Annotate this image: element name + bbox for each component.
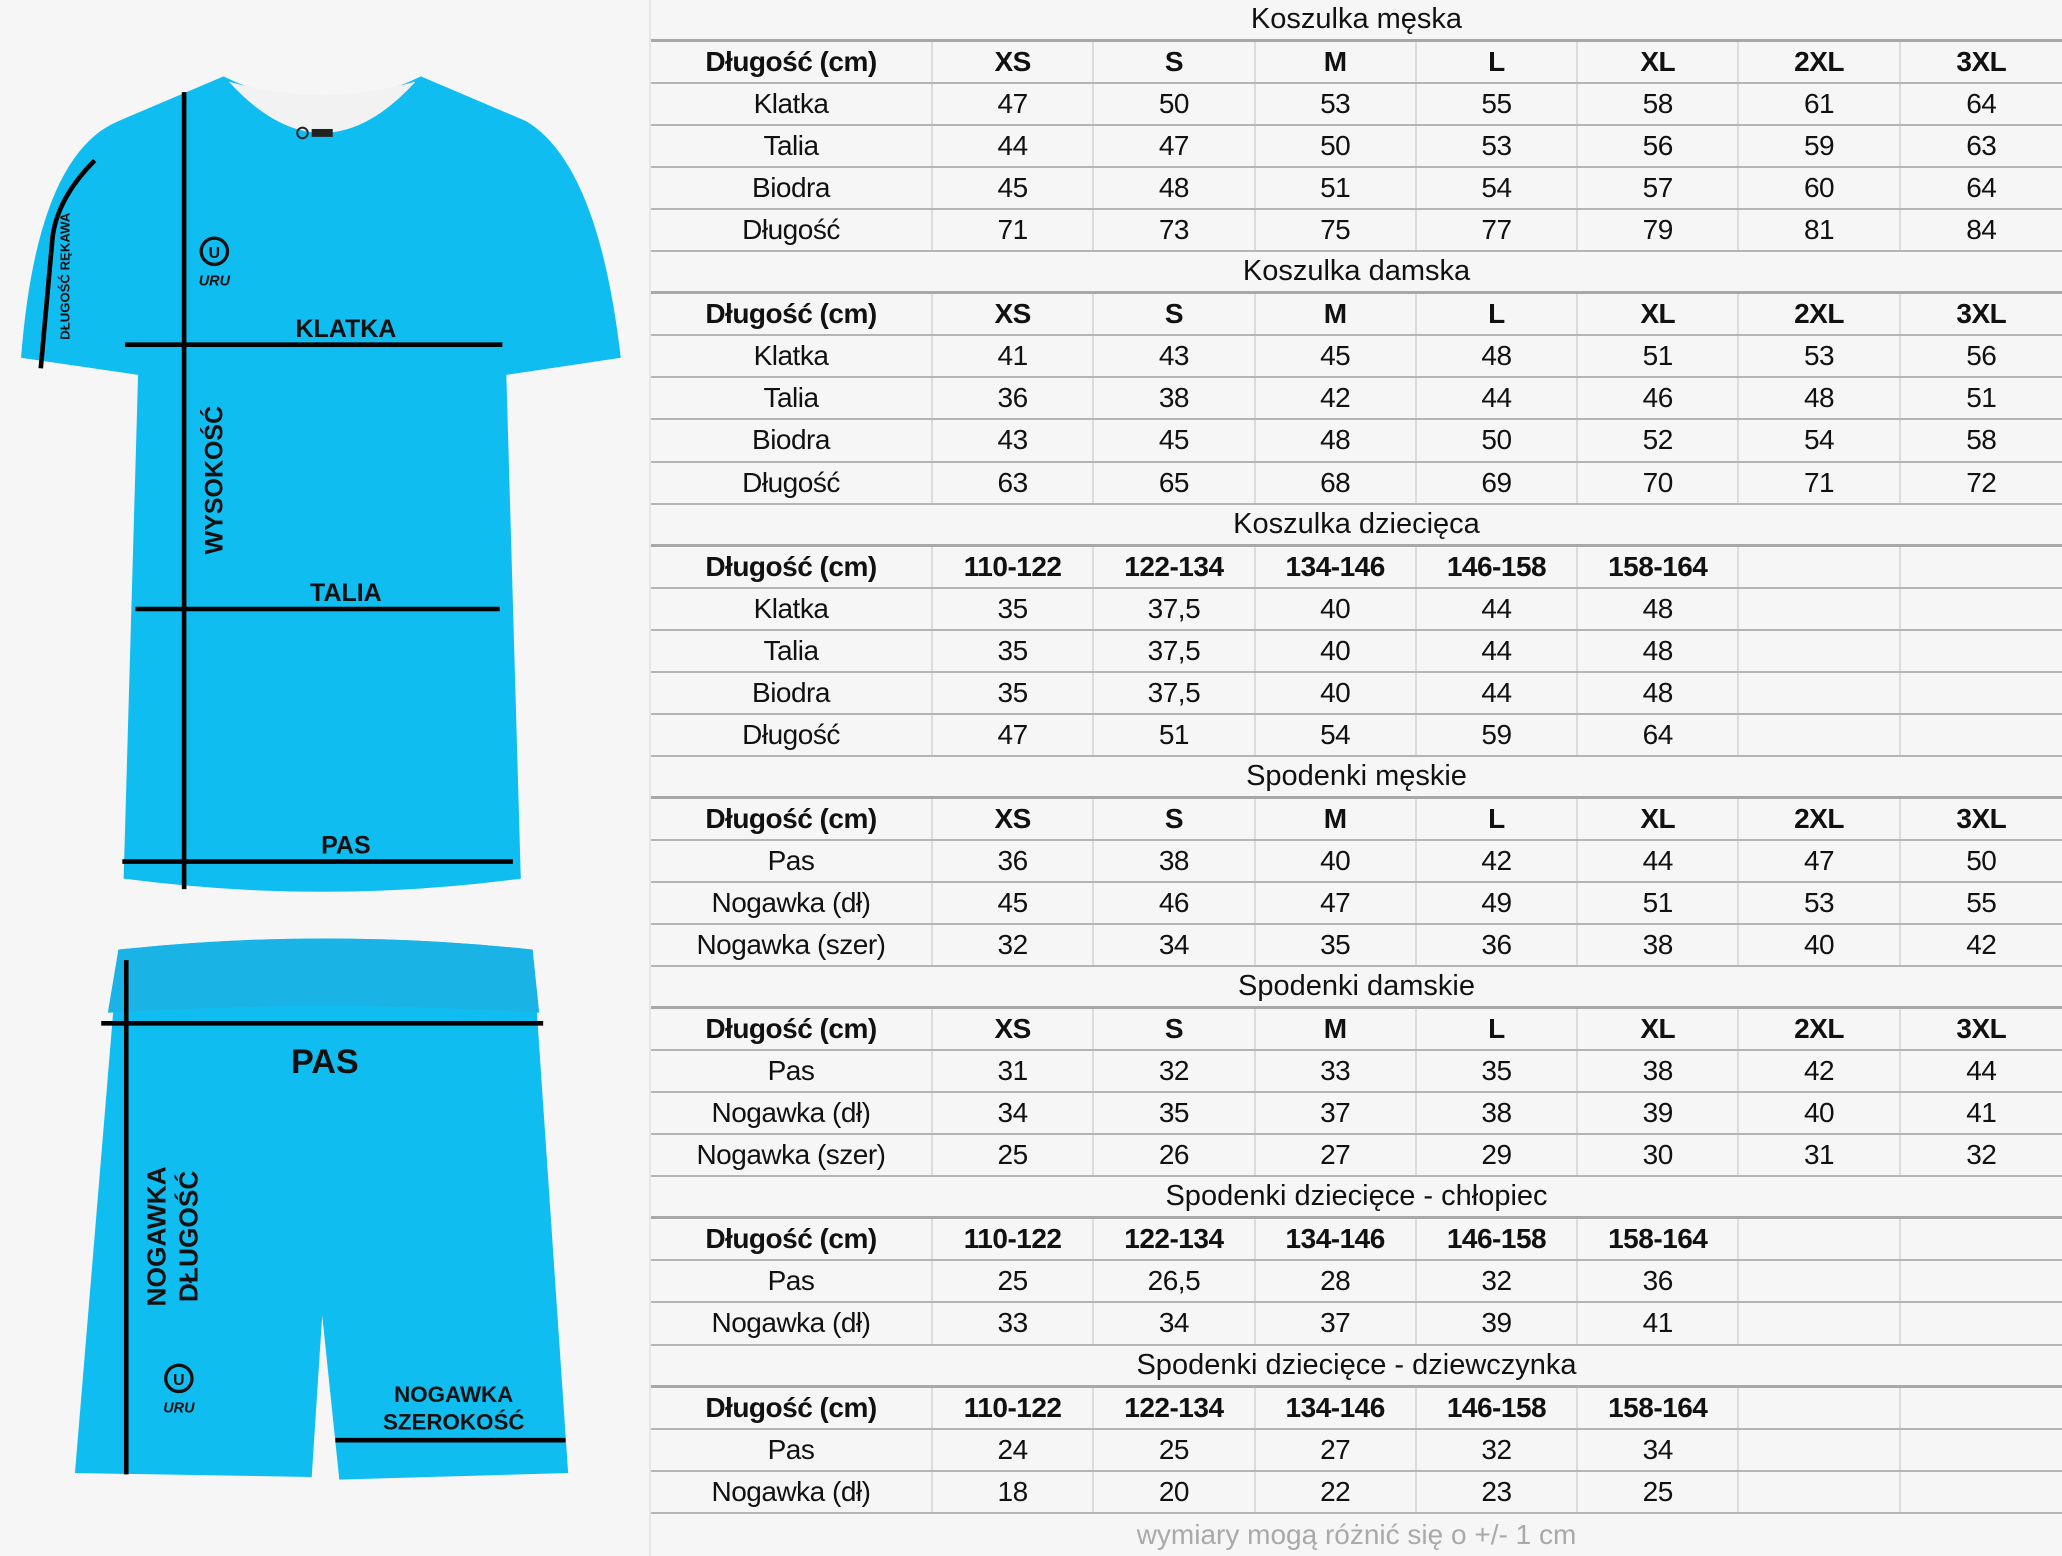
- table-cell: 41: [933, 336, 1094, 376]
- table-cell: 48: [1417, 336, 1578, 376]
- table-cell: 25: [933, 1135, 1094, 1175]
- row-label-header: Długość (cm): [651, 799, 933, 839]
- row-label: Biodra: [651, 168, 933, 208]
- column-header: 158-164: [1578, 1219, 1739, 1259]
- column-header: 2XL: [1739, 799, 1900, 839]
- leg-width-label-2: SZEROKOŚĆ: [382, 1409, 525, 1435]
- table-cell: 50: [1417, 420, 1578, 460]
- column-header: [1901, 1219, 2062, 1259]
- table-cell: 25: [933, 1261, 1094, 1301]
- column-header: 3XL: [1956, 1013, 2007, 1045]
- row-label-header: Długość (cm): [651, 1388, 933, 1428]
- row-label: Nogawka (dł): [651, 1303, 933, 1343]
- table-cell: 38: [1417, 1093, 1578, 1133]
- table-cell: 58: [1966, 424, 1997, 456]
- table-header-row: [651, 1388, 2062, 1430]
- row-label: Biodra: [651, 420, 933, 460]
- table-cell: 44: [1417, 589, 1578, 629]
- column-header: M: [1256, 294, 1417, 334]
- table-cell: 41: [1578, 1303, 1739, 1343]
- table-cell: 56: [1966, 340, 1997, 372]
- table-cell: 43: [1094, 336, 1255, 376]
- leg-length-label-2: DŁUGOŚĆ: [173, 1170, 204, 1303]
- table-row: [651, 84, 2062, 126]
- table-row: [651, 715, 2062, 757]
- size-table-section: [651, 1346, 2062, 1514]
- table-cell: [1901, 1430, 2062, 1470]
- table-cell: 31: [933, 1051, 1094, 1091]
- table-cell: 48: [1094, 168, 1255, 208]
- table-cell: 46: [1094, 883, 1255, 923]
- column-header: 110-122: [933, 547, 1094, 587]
- column-header: L: [1417, 42, 1578, 82]
- table-row: [651, 1135, 2062, 1177]
- table-row: [651, 168, 2062, 210]
- table-row: [651, 210, 2062, 252]
- table-header-row: [651, 294, 2062, 336]
- column-header: XL: [1578, 1009, 1739, 1049]
- column-header: 134-146: [1256, 1219, 1417, 1259]
- sleeve-label: DŁUGOŚĆ RĘKAWA: [57, 212, 73, 340]
- shorts-waist-label: PAS: [290, 1043, 359, 1082]
- table-cell: 69: [1417, 463, 1578, 503]
- column-header: 146-158: [1417, 1219, 1578, 1259]
- table-cell: 64: [1966, 88, 1997, 120]
- table-cell: 47: [1256, 883, 1417, 923]
- table-cell: 55: [1417, 84, 1578, 124]
- column-header: S: [1094, 294, 1255, 334]
- table-cell: [1739, 1430, 1900, 1470]
- column-header: 122-134: [1094, 1388, 1255, 1428]
- table-row: [651, 1093, 2062, 1135]
- table-cell: 72: [1966, 466, 1997, 498]
- table-cell: 35: [1417, 1051, 1578, 1091]
- section-title: Spodenki dziecięce - dziewczynka: [651, 1346, 2062, 1388]
- waist-label: TALIA: [310, 579, 382, 608]
- column-header: M: [1256, 42, 1417, 82]
- shorts-illustration: [75, 938, 568, 1479]
- row-label: Nogawka (szer): [651, 925, 933, 965]
- table-cell: 38: [1578, 1051, 1739, 1091]
- hem-label: PAS: [321, 831, 371, 860]
- table-cell: 36: [933, 841, 1094, 881]
- table-cell: 37,5: [1094, 589, 1255, 629]
- table-row: [651, 841, 2062, 883]
- column-header: 134-146: [1256, 1388, 1417, 1428]
- table-cell: 32: [1094, 1051, 1255, 1091]
- table-cell: 54: [1256, 715, 1417, 755]
- column-header: 122-134: [1094, 1219, 1255, 1259]
- table-row: [651, 673, 2062, 715]
- table-cell: 50: [1094, 84, 1255, 124]
- table-cell: 79: [1578, 210, 1739, 250]
- table-cell: 60: [1739, 168, 1900, 208]
- column-header: XS: [933, 42, 1094, 82]
- table-cell: 52: [1578, 420, 1739, 460]
- table-cell: 51: [1578, 883, 1739, 923]
- column-header: 110-122: [933, 1388, 1094, 1428]
- table-row: [651, 925, 2062, 967]
- column-header: 146-158: [1417, 1388, 1578, 1428]
- column-header: XL: [1578, 42, 1739, 82]
- column-header: 2XL: [1739, 42, 1900, 82]
- section-title: Spodenki męskie: [651, 757, 2062, 799]
- table-cell: 58: [1578, 84, 1739, 124]
- column-header: M: [1256, 1009, 1417, 1049]
- table-cell: 27: [1256, 1430, 1417, 1470]
- table-cell: [1901, 1261, 2062, 1301]
- table-cell: 32: [1966, 1139, 1997, 1171]
- table-cell: 39: [1578, 1093, 1739, 1133]
- row-label: Pas: [651, 1430, 933, 1470]
- table-cell: 45: [933, 168, 1094, 208]
- table-cell: [1901, 631, 2062, 671]
- row-label: Pas: [651, 1051, 933, 1091]
- table-cell: 35: [933, 673, 1094, 713]
- row-label-header: Długość (cm): [651, 1009, 933, 1049]
- table-cell: 38: [1094, 841, 1255, 881]
- row-label: Talia: [651, 631, 933, 671]
- table-cell: 44: [1966, 1055, 1997, 1087]
- table-cell: 36: [1417, 925, 1578, 965]
- table-cell: 53: [1739, 883, 1900, 923]
- table-cell: 45: [933, 883, 1094, 923]
- chest-label: KLATKA: [295, 314, 397, 343]
- table-cell: 44: [933, 126, 1094, 166]
- column-header: 122-134: [1094, 547, 1255, 587]
- table-row: [651, 883, 2062, 925]
- table-row: [651, 420, 2062, 462]
- table-cell: 35: [1094, 1093, 1255, 1133]
- column-header: XS: [933, 294, 1094, 334]
- row-label: Klatka: [651, 84, 933, 124]
- table-cell: 44: [1417, 378, 1578, 418]
- table-cell: 37,5: [1094, 673, 1255, 713]
- column-header: [1901, 547, 2062, 587]
- table-cell: 61: [1739, 84, 1900, 124]
- table-row: [651, 1472, 2062, 1514]
- row-label: Nogawka (dł): [651, 1472, 933, 1512]
- table-cell: 41: [1966, 1097, 1997, 1129]
- table-cell: 42: [1739, 1051, 1900, 1091]
- table-cell: 25: [1094, 1430, 1255, 1470]
- table-cell: 44: [1417, 673, 1578, 713]
- table-cell: 54: [1739, 420, 1900, 460]
- table-row: [651, 1051, 2062, 1093]
- table-cell: 63: [1966, 130, 1997, 162]
- table-cell: 32: [1417, 1430, 1578, 1470]
- table-cell: [1901, 673, 2062, 713]
- table-cell: 45: [1094, 420, 1255, 460]
- leg-width-label-1: NOGAWKA: [394, 1382, 514, 1408]
- column-header: S: [1094, 1009, 1255, 1049]
- shirt-illustration: [21, 76, 621, 891]
- table-cell: 64: [1966, 172, 1997, 204]
- table-cell: 34: [1578, 1430, 1739, 1470]
- section-title: Spodenki damskie: [651, 967, 2062, 1009]
- table-cell: 48: [1578, 631, 1739, 671]
- table-cell: 73: [1094, 210, 1255, 250]
- table-cell: 51: [1578, 336, 1739, 376]
- svg-text:U: U: [173, 1371, 185, 1389]
- table-cell: 39: [1417, 1303, 1578, 1343]
- table-cell: [1901, 1472, 2062, 1512]
- table-cell: 46: [1578, 378, 1739, 418]
- table-cell: [1739, 1303, 1900, 1343]
- table-cell: 25: [1578, 1472, 1739, 1512]
- tolerance-note: wymiary mogą różnić się o +/- 1 cm: [1136, 1518, 1577, 1550]
- table-cell: 55: [1966, 887, 1997, 918]
- table-row: [651, 463, 2062, 505]
- column-header: 158-164: [1578, 1388, 1739, 1428]
- table-cell: 37: [1256, 1093, 1417, 1133]
- table-cell: 68: [1256, 463, 1417, 503]
- column-header: 3XL: [1956, 46, 2007, 78]
- garment-diagram: [0, 0, 651, 1556]
- table-cell: 40: [1256, 841, 1417, 881]
- table-cell: 84: [1966, 214, 1997, 246]
- table-cell: 34: [933, 1093, 1094, 1133]
- row-label: Talia: [651, 378, 933, 418]
- garment-diagram-panel: [0, 0, 651, 1556]
- table-cell: 31: [1739, 1135, 1900, 1175]
- column-header: 2XL: [1739, 1009, 1900, 1049]
- table-cell: 37,5: [1094, 631, 1255, 671]
- table-cell: 40: [1739, 1093, 1900, 1133]
- section-title: Koszulka męska: [651, 0, 2062, 42]
- table-cell: 37: [1256, 1303, 1417, 1343]
- table-cell: 53: [1256, 84, 1417, 124]
- table-cell: 59: [1739, 126, 1900, 166]
- table-cell: 35: [933, 589, 1094, 629]
- table-cell: 71: [1739, 463, 1900, 503]
- table-cell: 81: [1739, 210, 1900, 250]
- column-header: XS: [933, 799, 1094, 839]
- row-label-header: Długość (cm): [651, 42, 933, 82]
- table-cell: 48: [1256, 420, 1417, 460]
- table-cell: [1739, 589, 1900, 629]
- table-row: [651, 631, 2062, 673]
- table-cell: 57: [1578, 168, 1739, 208]
- column-header: XS: [933, 1009, 1094, 1049]
- column-header: XL: [1578, 799, 1739, 839]
- table-cell: 77: [1417, 210, 1578, 250]
- column-header: L: [1417, 799, 1578, 839]
- row-label: Talia: [651, 126, 933, 166]
- table-cell: 26: [1094, 1135, 1255, 1175]
- table-cell: 48: [1578, 589, 1739, 629]
- table-cell: 42: [1256, 378, 1417, 418]
- size-tables: [651, 0, 2062, 1556]
- table-cell: 75: [1256, 210, 1417, 250]
- row-label: Pas: [651, 1261, 933, 1301]
- table-cell: 51: [1094, 715, 1255, 755]
- table-cell: 54: [1417, 168, 1578, 208]
- column-header: 134-146: [1256, 547, 1417, 587]
- table-cell: [1739, 1472, 1900, 1512]
- table-cell: 63: [933, 463, 1094, 503]
- svg-text:URU: URU: [163, 1400, 195, 1417]
- table-cell: 59: [1417, 715, 1578, 755]
- table-cell: 48: [1578, 673, 1739, 713]
- table-header-row: [651, 42, 2062, 84]
- table-cell: 38: [1094, 378, 1255, 418]
- column-header: XL: [1578, 294, 1739, 334]
- table-cell: 65: [1094, 463, 1255, 503]
- table-cell: 34: [1094, 1303, 1255, 1343]
- size-table-section: [651, 967, 2062, 1177]
- row-label: Nogawka (szer): [651, 1135, 933, 1175]
- table-cell: 32: [933, 925, 1094, 965]
- row-label-header: Długość (cm): [651, 294, 933, 334]
- table-header-row: [651, 1219, 2062, 1261]
- section-title: Koszulka damska: [651, 252, 2062, 294]
- row-label: Pas: [651, 841, 933, 881]
- table-cell: 33: [933, 1303, 1094, 1343]
- column-header: L: [1417, 294, 1578, 334]
- column-header: [1739, 1388, 1900, 1428]
- table-cell: 22: [1256, 1472, 1417, 1512]
- size-table-section: [651, 1177, 2062, 1345]
- table-cell: 24: [933, 1430, 1094, 1470]
- column-header: 3XL: [1956, 298, 2007, 330]
- table-cell: 47: [933, 84, 1094, 124]
- table-cell: 51: [1966, 382, 1997, 414]
- table-cell: 48: [1739, 378, 1900, 418]
- table-row: [651, 1261, 2062, 1303]
- section-title: Koszulka dziecięca: [651, 505, 2062, 547]
- row-label: Klatka: [651, 589, 933, 629]
- table-cell: [1901, 589, 2062, 629]
- table-cell: 51: [1256, 168, 1417, 208]
- table-row: [651, 1430, 2062, 1472]
- table-cell: [1901, 715, 2062, 755]
- column-header: M: [1256, 799, 1417, 839]
- table-cell: 35: [933, 631, 1094, 671]
- table-cell: 43: [933, 420, 1094, 460]
- table-cell: 36: [933, 378, 1094, 418]
- column-header: L: [1417, 1009, 1578, 1049]
- column-header: [1739, 547, 1900, 587]
- row-label: Długość: [651, 715, 933, 755]
- row-label: Nogawka (dł): [651, 1093, 933, 1133]
- table-cell: 53: [1417, 126, 1578, 166]
- size-table-section: [651, 0, 2062, 252]
- table-cell: 32: [1417, 1261, 1578, 1301]
- row-label: Długość: [651, 210, 933, 250]
- size-table-section: [651, 757, 2062, 967]
- table-cell: 20: [1094, 1472, 1255, 1512]
- table-cell: 45: [1256, 336, 1417, 376]
- section-title: Spodenki dziecięce - chłopiec: [651, 1177, 2062, 1219]
- table-cell: 18: [933, 1472, 1094, 1512]
- table-cell: 23: [1417, 1472, 1578, 1512]
- table-cell: 56: [1578, 126, 1739, 166]
- height-label: WYSOKOŚĆ: [200, 405, 229, 555]
- size-table-section: [651, 252, 2062, 504]
- table-cell: 70: [1578, 463, 1739, 503]
- table-row: [651, 336, 2062, 378]
- row-label: Biodra: [651, 673, 933, 713]
- column-header: [1901, 1388, 2062, 1428]
- row-label: Klatka: [651, 336, 933, 376]
- table-cell: 40: [1256, 631, 1417, 671]
- table-cell: 30: [1578, 1135, 1739, 1175]
- row-label-header: Długość (cm): [651, 1219, 933, 1259]
- table-cell: 50: [1966, 844, 1997, 876]
- table-cell: 42: [1966, 929, 1997, 961]
- table-cell: [1739, 715, 1900, 755]
- table-cell: 40: [1256, 673, 1417, 713]
- table-cell: 38: [1578, 925, 1739, 965]
- table-cell: 36: [1578, 1261, 1739, 1301]
- column-header: S: [1094, 42, 1255, 82]
- column-header: [1739, 1219, 1900, 1259]
- table-cell: 47: [1739, 841, 1900, 881]
- table-cell: 40: [1739, 925, 1900, 965]
- table-cell: 44: [1417, 631, 1578, 671]
- table-cell: 33: [1256, 1051, 1417, 1091]
- table-cell: [1901, 1303, 2062, 1343]
- table-cell: 44: [1578, 841, 1739, 881]
- row-label: Długość: [651, 463, 933, 503]
- table-cell: 71: [933, 210, 1094, 250]
- table-row: [651, 378, 2062, 420]
- table-cell: 29: [1417, 1135, 1578, 1175]
- column-header: 110-122: [933, 1219, 1094, 1259]
- table-cell: 40: [1256, 589, 1417, 629]
- table-cell: 50: [1256, 126, 1417, 166]
- table-cell: 53: [1739, 336, 1900, 376]
- table-cell: 34: [1094, 925, 1255, 965]
- table-cell: [1739, 1261, 1900, 1301]
- table-row: [651, 1303, 2062, 1345]
- table-header-row: [651, 1009, 2062, 1051]
- table-row: [651, 589, 2062, 631]
- table-cell: [1739, 673, 1900, 713]
- size-table-section: [651, 505, 2062, 757]
- row-label-header: Długość (cm): [651, 547, 933, 587]
- table-cell: 49: [1417, 883, 1578, 923]
- table-cell: 27: [1256, 1135, 1417, 1175]
- table-cell: 47: [933, 715, 1094, 755]
- table-row: [651, 126, 2062, 168]
- column-header: 158-164: [1578, 547, 1739, 587]
- table-cell: 42: [1417, 841, 1578, 881]
- table-cell: 47: [1094, 126, 1255, 166]
- column-header: 146-158: [1417, 547, 1578, 587]
- leg-length-label-1: NOGAWKA: [141, 1166, 172, 1307]
- table-header-row: [651, 547, 2062, 589]
- table-cell: 26,5: [1094, 1261, 1255, 1301]
- table-header-row: [651, 799, 2062, 841]
- column-header: 2XL: [1739, 294, 1900, 334]
- table-cell: 35: [1256, 925, 1417, 965]
- svg-text:U: U: [208, 244, 221, 262]
- table-cell: [1739, 631, 1900, 671]
- row-label: Nogawka (dł): [651, 883, 933, 923]
- table-cell: 64: [1578, 715, 1739, 755]
- column-header: S: [1094, 799, 1255, 839]
- svg-text:URU: URU: [198, 273, 231, 290]
- column-header: 3XL: [1956, 802, 2007, 834]
- table-cell: 28: [1256, 1261, 1417, 1301]
